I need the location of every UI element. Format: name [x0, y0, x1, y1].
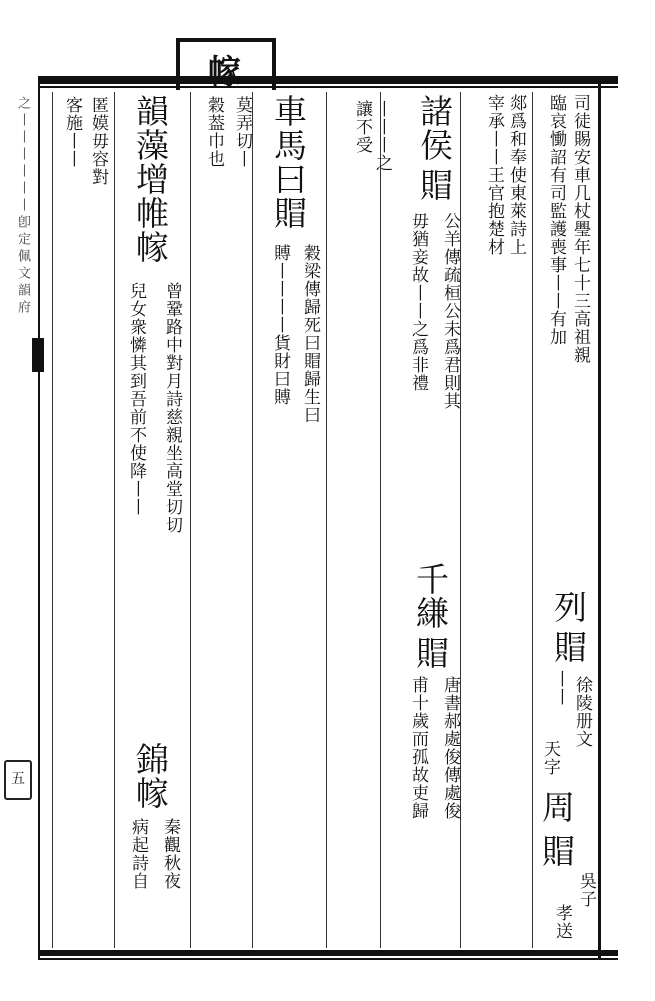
right-border — [598, 76, 601, 960]
text-column-2b: 宰承丨丨王官抱楚材 — [484, 94, 504, 256]
text-column-8a: 匿嫫毋容對 — [88, 96, 108, 186]
annotation-zenggong: 曾鞏路中對月詩慈親坐高堂切切 — [162, 282, 182, 534]
column-divider — [52, 92, 53, 948]
fragment-folio-mark — [4, 760, 32, 800]
column-divider — [460, 92, 461, 948]
headword-feng: 賵 — [549, 630, 588, 664]
annotation-tangshu: 唐書郝處俊傳處俊 — [440, 676, 460, 820]
column-divider — [252, 92, 253, 948]
column-divider — [326, 92, 327, 948]
annotation-ernu: 兒女衆憐其到吾前不使降丨丨 — [126, 282, 146, 516]
column-divider — [532, 92, 533, 948]
headword-feng-2: 賵 — [537, 834, 576, 868]
headword-qianjian: 千縑 — [411, 562, 450, 630]
annotation-definition: 穀葢巾也 — [204, 96, 224, 168]
top-border — [38, 76, 618, 84]
text-column-1b: 臨哀慟詔有司監護喪事丨丨有加 — [546, 94, 566, 346]
annotation-fanqie: 莫弄切丨 — [232, 96, 252, 168]
annotation-tianzi: 天字 — [540, 740, 560, 776]
headword-feng-4: 賵 — [411, 636, 450, 670]
repeat-marks: 丨丨 — [550, 670, 570, 706]
annotation-wuzi: 吳子 — [576, 872, 596, 908]
bottom-border — [38, 950, 618, 956]
text-column-8b: 客施丨丨 — [62, 96, 82, 168]
annotation-bingqi: 病起詩自 — [128, 818, 148, 890]
text-column-4b: 丨丨丨之 — [372, 100, 392, 172]
head-character: 幏 — [203, 54, 242, 88]
section-yunzao: 韻藻增帷幏 — [131, 94, 170, 264]
bottom-border-inner — [38, 958, 618, 960]
headword-chema: 車馬曰賵 — [269, 94, 308, 230]
annotation-fushi: 甫十歲而孤故吏歸 — [408, 676, 428, 820]
text-column-2a: 郯爲和奉使東萊詩上 — [506, 94, 526, 256]
annotation-muyou: 毋猶妾故丨丨之爲非禮 — [408, 212, 428, 392]
annotation-guliang: 穀梁傳歸死曰賵歸生曰 — [300, 244, 320, 424]
headword-jinmeng: 錦幏 — [131, 742, 170, 810]
annotation-xiaosong: 孝送 — [552, 904, 572, 940]
previous-page-fragment: 之丨丨丨丨丨丨卽定佩文韻府 — [15, 96, 30, 317]
top-border-inner — [38, 86, 618, 88]
annotation-xuling: 徐陵册文 — [572, 676, 592, 748]
headword-feng-3: 賵 — [415, 168, 454, 202]
headword-lie: 列 — [549, 590, 588, 624]
headword-zhuhou: 諸侯 — [415, 94, 454, 162]
column-divider — [190, 92, 191, 948]
fragment-folio-number: 五 — [11, 771, 25, 787]
column-divider — [114, 92, 115, 948]
headword-zhou: 周 — [537, 790, 576, 824]
left-border — [38, 76, 40, 960]
annotation-qinguan: 秦觀秋夜 — [160, 818, 180, 890]
annotation-gongyang: 公羊傳疏桓公未爲君則其 — [440, 212, 460, 410]
column-divider — [380, 92, 381, 948]
text-column-1a: 司徒賜安車几杖璺年七十三高祖親 — [570, 94, 590, 364]
text-column-4a: 讓不受 — [352, 100, 372, 154]
annotation-fu: 賻丨丨丨丨貨財曰賻 — [270, 244, 290, 406]
